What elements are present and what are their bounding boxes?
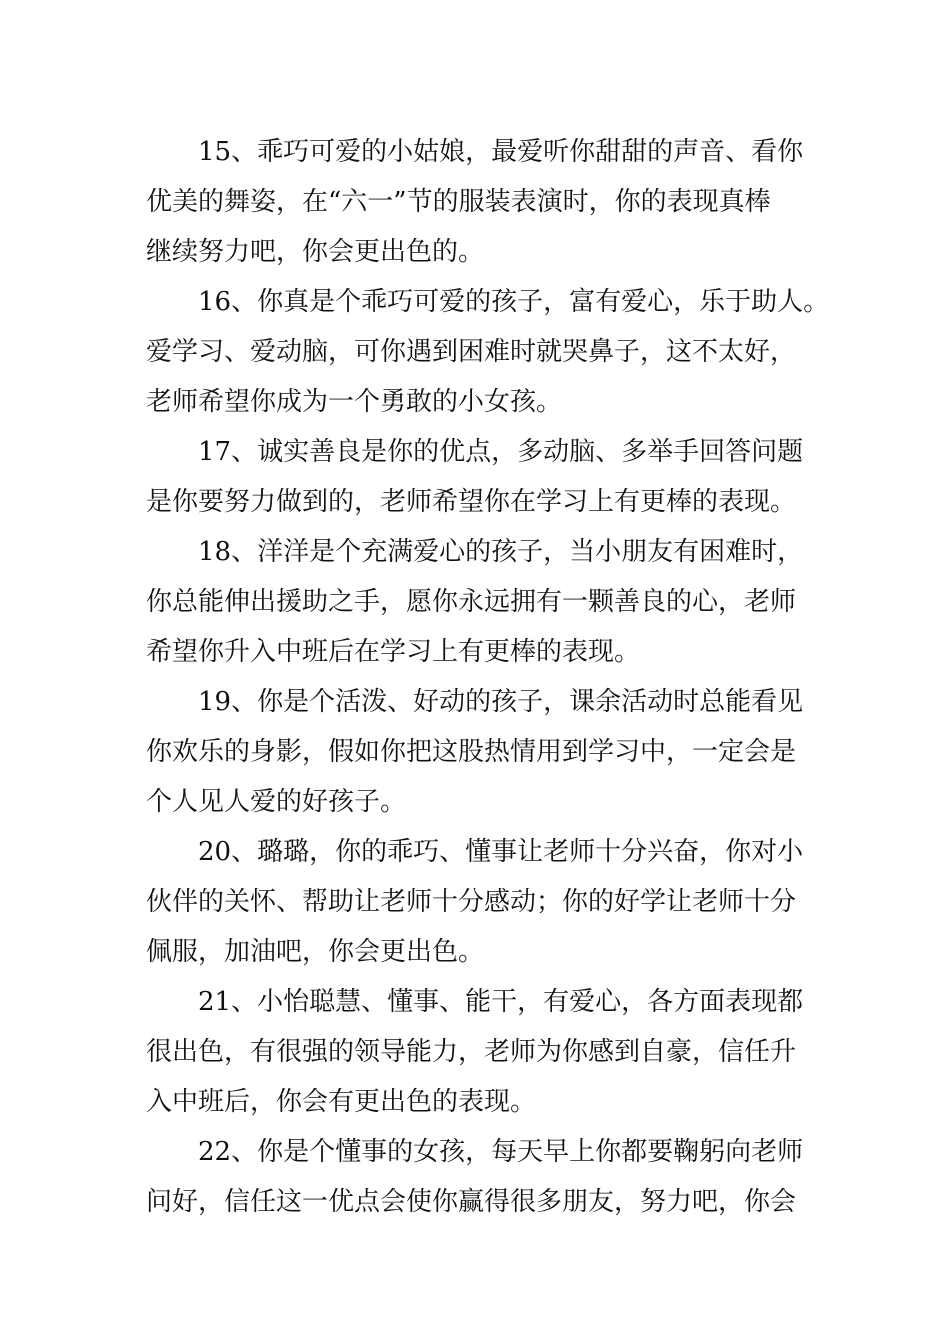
paragraph-line: 你欢乐的身影，假如你把这股热情用到学习中，一定会是 (146, 737, 797, 767)
paragraph-20 (146, 827, 846, 977)
paragraph-line: 爱学习、爱动脑，可你遇到困难时就哭鼻子，这不太好， (146, 337, 797, 367)
paragraph-18 (146, 527, 846, 677)
paragraph-line: 17、诚实善良是你的优点，多动脑、多举手回答问题 (198, 437, 804, 467)
paragraph-19 (146, 677, 846, 827)
paragraph-line: 19、你是个活泼、好动的孩子，课余活动时总能看见 (198, 687, 804, 717)
paragraph-line: 很出色，有很强的领导能力，老师为你感到自豪，信任升 (146, 1037, 797, 1067)
paragraph-line: 老师希望你成为一个勇敢的小女孩。 (146, 387, 563, 417)
paragraph-line: 佩服，加油吧，你会更出色。 (146, 937, 485, 967)
paragraph-line: 希望你升入中班后在学习上有更棒的表现。 (146, 637, 641, 667)
paragraph-line: 22、你是个懂事的女孩，每天早上你都要鞠躬向老师 (198, 1137, 804, 1167)
paragraph-line: 入中班后，你会有更出色的表现。 (146, 1087, 537, 1117)
paragraph-22 (146, 1127, 846, 1227)
paragraph-line: 20、璐璐，你的乖巧、懂事让老师十分兴奋，你对小 (198, 837, 804, 867)
paragraph-line: 18、洋洋是个充满爱心的孩子，当小朋友有困难时， (198, 537, 804, 567)
paragraph-line: 是你要努力做到的，老师希望你在学习上有更棒的表现。 (146, 487, 797, 517)
paragraph-line: 21、小怡聪慧、懂事、能干，有爱心，各方面表现都 (198, 987, 804, 1017)
paragraph-line: 优美的舞姿，在“六一”节的服装表演时，你的表现真棒 (146, 187, 771, 217)
paragraph-line: 16、你真是个乖巧可爱的孩子，富有爱心，乐于助人。 (198, 287, 830, 317)
paragraph-15 (146, 127, 846, 277)
paragraph-line: 问好，信任这一优点会使你赢得很多朋友，努力吧，你会 (146, 1187, 797, 1217)
paragraph-line: 15、乖巧可爱的小姑娘，最爱听你甜甜的声音、看你 (198, 137, 804, 167)
paragraph-21 (146, 977, 846, 1127)
paragraph-line: 继续努力吧，你会更出色的。 (146, 237, 485, 267)
document-body (146, 127, 846, 1227)
paragraph-17 (146, 427, 846, 527)
paragraph-16 (146, 277, 846, 427)
paragraph-line: 伙伴的关怀、帮助让老师十分感动；你的好学让老师十分 (146, 887, 797, 917)
paragraph-line: 个人见人爱的好孩子。 (146, 787, 407, 817)
paragraph-line: 你总能伸出援助之手，愿你永远拥有一颗善良的心，老师 (146, 587, 797, 617)
